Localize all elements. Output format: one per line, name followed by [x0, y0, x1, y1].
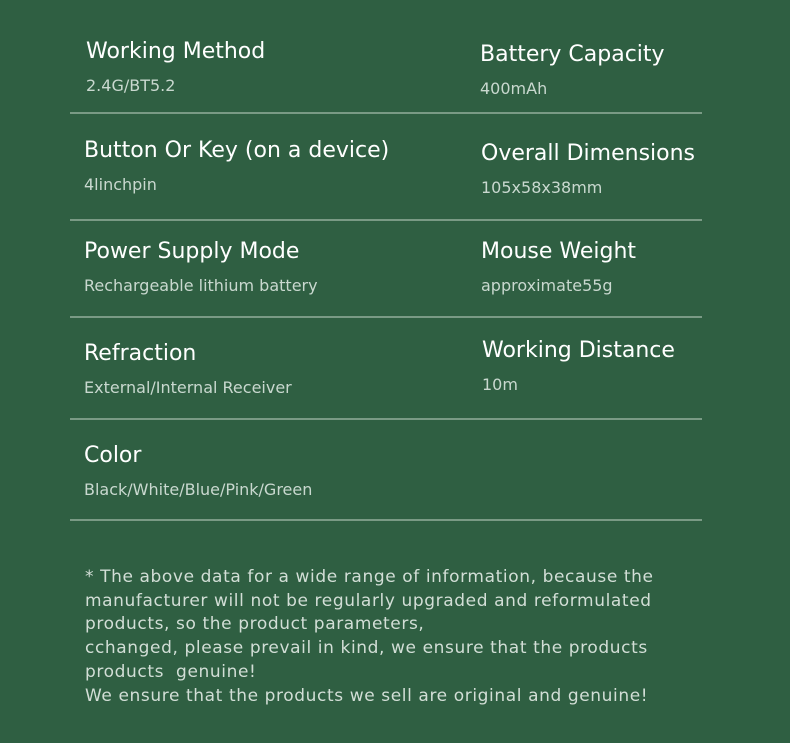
- spec-item-refraction: [84, 340, 292, 398]
- spec-value: External/Internal Receiver: [84, 378, 292, 397]
- spec-row: [70, 318, 702, 420]
- spec-label: Mouse Weight: [481, 239, 637, 264]
- spec-label: Battery Capacity: [480, 42, 665, 67]
- disclaimer-line: products, so the product parameters,: [85, 614, 425, 635]
- spec-value: 4linchpin: [84, 175, 157, 194]
- spec-item-working-method: [86, 38, 265, 96]
- spec-item-battery-capacity: [480, 41, 665, 99]
- spec-value: 400mAh: [480, 79, 548, 98]
- disclaimer-line: manufacturer will not be regularly upgraded and reformulated: [85, 590, 652, 611]
- disclaimer-line: cchanged, please prevail in kind, we ensure that the products: [85, 638, 648, 659]
- spec-label: Button Or Key (on a device): [84, 138, 390, 163]
- spec-value: approximate55g: [481, 276, 613, 295]
- spec-item-color: [84, 442, 312, 500]
- spec-value: 10m: [482, 375, 518, 394]
- spec-label: Working Method: [86, 39, 266, 64]
- spec-label: Overall Dimensions: [481, 141, 696, 166]
- disclaimer-note: [85, 566, 725, 708]
- spec-item-mouse-weight: [481, 238, 636, 296]
- spec-value: Black/White/Blue/Pink/Green: [84, 480, 313, 499]
- disclaimer-line: We ensure that the products we sell are original and genuine!: [85, 685, 649, 706]
- spec-label: Power Supply Mode: [84, 239, 300, 264]
- spec-item-button-or-key: [84, 137, 389, 195]
- spec-row: [70, 114, 702, 221]
- spec-item-overall-dimensions: [481, 140, 695, 198]
- spec-value: 2.4G/BT5.2: [86, 76, 176, 95]
- spec-label: Refraction: [84, 341, 197, 366]
- spec-item-power-supply-mode: [84, 238, 318, 296]
- spec-label: Working Distance: [482, 338, 675, 363]
- disclaimer-line: products genuine!: [85, 661, 257, 682]
- disclaimer-line: * The above data for a wide range of information, because the: [85, 567, 654, 587]
- spec-label: Color: [84, 443, 142, 468]
- spec-value: 105x58x38mm: [481, 178, 603, 197]
- spec-row: [70, 420, 702, 521]
- spec-table: [70, 0, 702, 521]
- spec-item-working-distance: [482, 337, 675, 395]
- spec-row: [70, 221, 702, 318]
- spec-value: Rechargeable lithium battery: [84, 276, 318, 295]
- spec-row: [70, 0, 702, 114]
